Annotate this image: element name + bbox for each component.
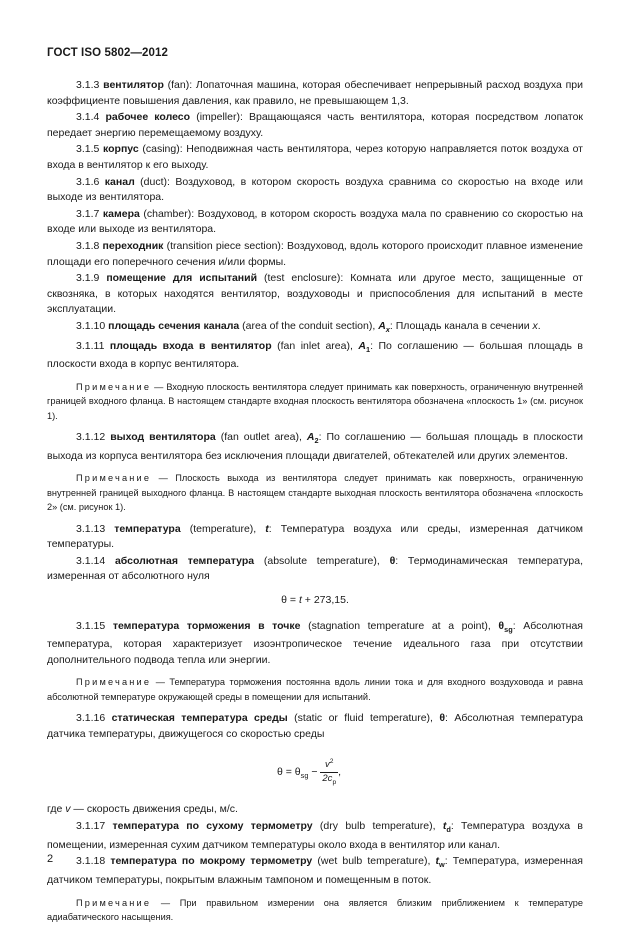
note-3: Примечание — Температура торможения постоянна вдоль линии тока и для входного воздуховода и равна абсолютной температуре окружающей среды в помещении для испытаний.: [47, 677, 583, 702]
document-body: [47, 78, 583, 931]
term-3-1-15: 3.1.15 температура торможения в точке (stagnation temperature at a point), $\theta_{sg}$: Абсолютная температура, которая характеризует изоэнтропическое течение идеального газа при отсутствии дополнительного подвода тепла или энергии.: [47, 619, 583, 666]
term-name: переходник: [102, 239, 164, 252]
term-3-1-12: 3.1.12 выход вентилятора (fan outlet area), $A_2$: По соглашению — большая площадь в плоскости выхода из корпуса вентилятора без исключения площади двигателей, обтекателей или других элементов.: [47, 431, 583, 462]
where-clause: где v — скорость движения среды, м/с.: [47, 803, 238, 816]
term-3-1-10: 3.1.10 площадь сечения канала (area of the conduit section), $A_x$: Площадь канала в сечении x.: [76, 319, 541, 334]
term-3-1-6: 3.1.6 канал (duct): Воздуховод, в котором скорость воздуха сравнима со скоростью на входе или выходе из вентилятора.: [47, 175, 583, 204]
term-name: камера: [102, 207, 140, 220]
note-2: Примечание — Плоскость выхода из вентилятора следует принимать как поверхность, ограниченную внутренней границей выходного фланца. В настоящем стандарте выходная плоскость вентилятора обозначена «плоскость 2» (см. рисунок 1).: [47, 473, 583, 513]
term-3-1-18: 3.1.18 температура по мокрому термометру (wet bulb temperature), $t_w$: Температура, измеренная датчиком температуры, покрытым влажным тампоном и помещенным в поток.: [47, 855, 583, 886]
formula-absolute-temperature: θ = t + 273,15.: [281, 593, 349, 606]
term-name: помещение для испытаний: [106, 272, 258, 285]
formula-static-temperature: $\theta = \theta_{sg}$ − $\frac{v^2}{2c_p}$ ,: [277, 758, 342, 786]
term-3-1-7: 3.1.7 камера (chamber): Воздуховод, в котором скорость воздуха мала по сравнению со скоростью на входе или выходе из вентилятора.: [47, 207, 583, 236]
term-3-1-14: 3.1.14 абсолютная температура (absolute temperature), θ: Термодинамическая температура, измеренная от абсолютного нуля: [47, 554, 583, 583]
term-3-1-4: 3.1.4 рабочее колесо (impeller): Вращающаяся часть вентилятора, которая посредством лопаток передает энергию перемещаемому воздуху.: [47, 111, 583, 139]
term-3-1-5: 3.1.5 корпус (casing): Неподвижная часть вентилятора, через которую направляется поток воздуха от входа в вентилятор к его выходу.: [47, 143, 583, 171]
term-3-1-8: 3.1.8 переходник (transition piece section): Воздуховод, вдоль которого происходит плавное изменение площади его поперечного сечения и/или формы.: [47, 239, 583, 268]
term-3-1-17: 3.1.17 температура по сухому термометру (dry bulb temperature), $t_d$: Температура воздуха в помещении, измеренная сухим датчиком температуры около входа в вентилятор или канал.: [47, 820, 583, 851]
term-name: рабочее колесо: [105, 111, 191, 124]
term-3-1-9: 3.1.9 помещение для испытаний (test enclosure): Комната или другое место, защищенные от сквозняка, в которых находятся вентилятор, воздуховоды и приспособления для испытаний в месте эксплуатации.: [47, 272, 583, 316]
term-name: вентилятор: [103, 79, 164, 91]
term-3-1-16: 3.1.16 статическая температура среды (static or fluid temperature), θ: Абсолютная температура датчика температуры, движущегося со скоростью среды: [47, 712, 583, 740]
note-1: Примечание — Входную плоскость вентилятора следует принимать как поверхность, ограниченную внутренней границей входного фланца. В настоящем стандарте входная плоскость вентилятора обозначена «плоскость 1» (см. рисунок 1).: [47, 381, 583, 421]
note-4: Примечание — При правильном измерении она является близким приближением к температуре адиабатического насыщения.: [47, 897, 583, 922]
term-3-1-3: 3.1.3 вентилятор (fan): Лопаточная машина, которая обеспечивает непрерывный расход воздуха при коэффициенте повышения давления, как правило, не превышающем 1,3.: [47, 79, 583, 107]
term-name: корпус: [103, 143, 139, 156]
term-name: канал: [104, 175, 135, 188]
term-3-1-11: 3.1.11 площадь входа в вентилятор (fan inlet area), $A_1$: По соглашению — большая площадь в плоскости входа в корпус вентилятора.: [47, 339, 584, 371]
term-3-1-13: 3.1.13 температура (temperature), t: Температура воздуха или среды, измеренная датчиком температуры.: [47, 522, 584, 551]
document-header: ГОСТ ISO 5802—2012: [47, 47, 169, 59]
page-number: 2: [47, 853, 54, 865]
